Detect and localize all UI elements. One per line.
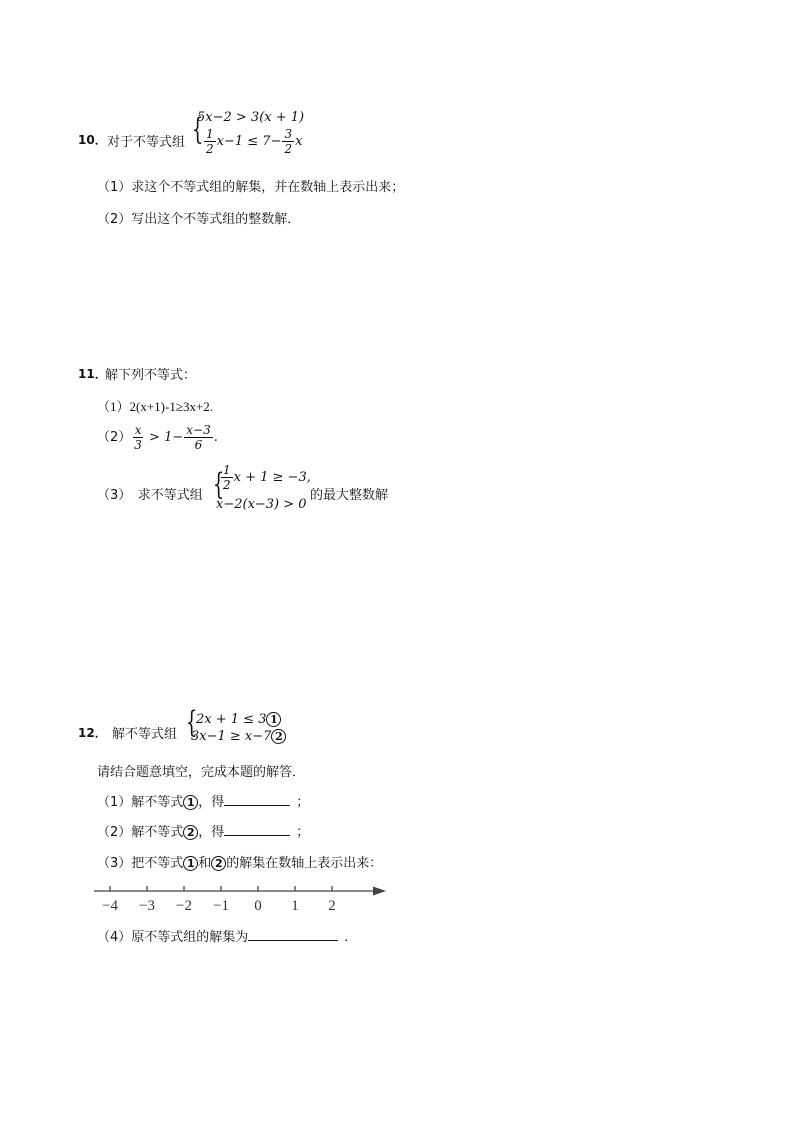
inequality-line-2: 3x−1 ≥ x−7 2 xyxy=(191,729,286,744)
number-line-tick-label: −2 xyxy=(176,898,192,914)
question-10-prefix: 对于不等式组 xyxy=(107,135,186,150)
number-line-tick-label: 2 xyxy=(328,898,336,914)
inequality-line-1: 5x−2 > 3(x + 1) xyxy=(197,110,305,125)
fraction: $\frac{3}{2}$ xyxy=(284,127,293,156)
circled-number: 2 xyxy=(271,729,286,744)
arrow-icon xyxy=(373,887,386,896)
number-line xyxy=(90,880,390,916)
question-11-title: 解下列不等式： xyxy=(105,368,197,383)
question-12-part-1: （1）解不等式 1 ，得 ； xyxy=(97,795,310,810)
inequality-line-2: $\frac{1}{2}$ x−1 ≤ 7− $\frac{3}{2}$ x xyxy=(206,127,303,156)
question-10-part-2: （2）写出这个不等式组的整数解． xyxy=(97,212,301,227)
question-10-part-1: （1）求这个不等式组的解集，并在数轴上表示出来； xyxy=(97,180,405,195)
inequality-line-1: 2x + 1 ≤ 3 1 xyxy=(196,712,281,727)
question-11-part-2: （2） $\frac{x}{3}$ > 1− $\frac{x-3}{6}$ . xyxy=(97,423,218,452)
number-line-tick-label: 0 xyxy=(254,898,262,914)
inequality-line-2: x−2(x−3) > 0 xyxy=(216,497,307,512)
number-line-tick-label: −3 xyxy=(139,898,155,914)
question-10-number: 10． xyxy=(78,133,107,147)
question-11-part-1: （1）2(x+1)-1≥3x+2. xyxy=(97,399,214,414)
answer-blank[interactable] xyxy=(224,793,290,806)
number-line-tick-label: −1 xyxy=(213,898,229,914)
number-line-tick-label: −4 xyxy=(102,898,118,914)
fraction: $\frac{x-3}{6}$ xyxy=(186,423,211,452)
fraction: $\frac{1}{2}$ xyxy=(223,463,231,492)
circled-number: 1 xyxy=(183,795,198,810)
inequality-line-1: $\frac{1}{2}$ x + 1 ≥ −3, xyxy=(223,463,311,492)
question-12-part-3: （3）把不等式 1 和 2 的解集在数轴上表示出来： xyxy=(97,856,383,871)
brace: { xyxy=(212,467,225,502)
brace: { xyxy=(191,112,204,147)
question-12-part-4: （4）原不等式组的解集为 ． xyxy=(97,930,358,945)
question-12-prefix: 解不等式组 xyxy=(112,727,178,742)
question-12-part-2: （2）解不等式 2 ，得 ； xyxy=(97,825,310,840)
question-11-part-3-label: （3） 求不等式组 xyxy=(97,488,203,503)
circled-number: 1 xyxy=(183,856,198,871)
number-line-tick-label: 1 xyxy=(291,898,299,914)
circled-number: 2 xyxy=(183,825,198,840)
fraction: $\frac{1}{2}$ xyxy=(206,127,214,156)
question-11-number: 11． xyxy=(78,367,107,381)
fraction: $\frac{x}{3}$ xyxy=(134,423,142,452)
answer-blank[interactable] xyxy=(248,928,338,941)
circled-number: 2 xyxy=(211,856,226,871)
question-12-intro: 请结合题意填空，完成本题的解答． xyxy=(97,765,306,780)
question-12-number: 12． xyxy=(78,726,107,740)
circled-number: 1 xyxy=(266,712,281,727)
brace: { xyxy=(185,705,198,740)
question-11-part-3-suffix: 的最大整数解 xyxy=(310,488,389,503)
answer-blank[interactable] xyxy=(224,823,290,836)
